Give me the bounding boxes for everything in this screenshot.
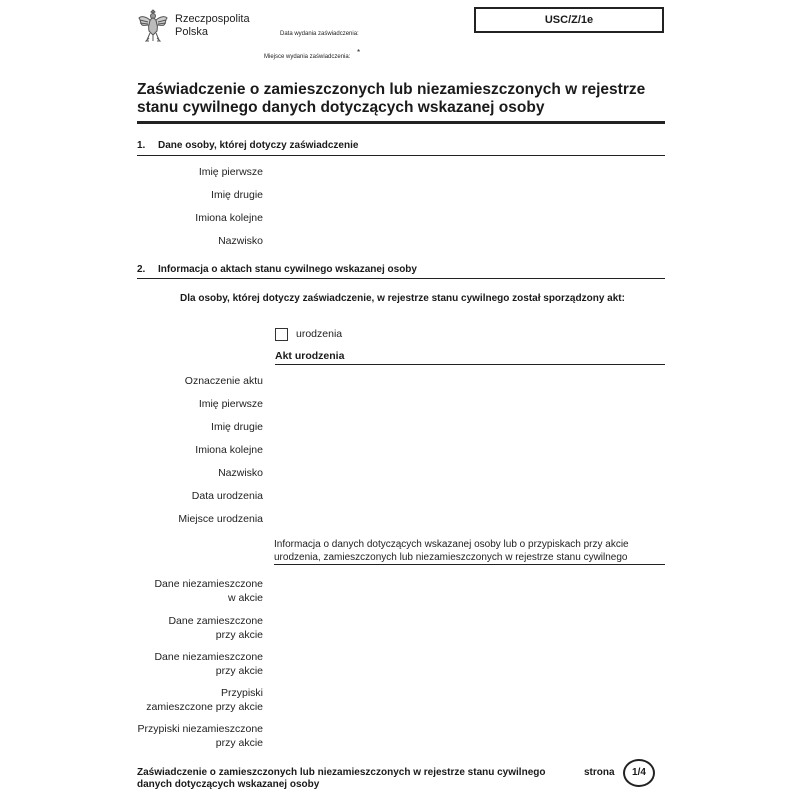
field-label-line: Dane zamieszczone	[168, 615, 263, 627]
field-label-line: Przypiski niezamieszczone	[137, 723, 263, 735]
field-label-line: w akcie	[227, 592, 263, 604]
section-2-divider	[137, 278, 665, 279]
birth-act-divider	[275, 364, 665, 365]
field-label-act-second-name: Imię drugie	[211, 421, 263, 433]
polish-eagle-icon	[137, 7, 169, 43]
issue-date-label: Data wydania zaświadczenia:	[280, 31, 359, 37]
field-label-line: Przypiski	[220, 687, 263, 699]
document-title: Zaświadczenie o zamieszczonych lub niezamieszczonych w rejestrze stanu cywilnego danych dotyczących wskazanej osoby	[137, 81, 646, 116]
field-label-line: przy akcie	[215, 737, 263, 749]
issuer-name-line1: Rzeczpospolita	[175, 13, 250, 25]
issue-place-label: Miejsce wydania zaświadczenia:	[264, 54, 351, 60]
field-label-act-surname: Nazwisko	[218, 467, 263, 479]
section-1-number: 1.	[137, 140, 146, 151]
field-label-annotations-added	[146, 686, 263, 714]
field-label-act-other-names: Imiona kolejne	[195, 444, 263, 456]
section-1-heading	[137, 140, 358, 151]
field-label-act-id: Oznaczenie aktu	[184, 375, 263, 387]
birth-act-checkbox[interactable]	[275, 328, 288, 341]
issue-place-marker: *	[357, 48, 361, 57]
field-label-line: zamieszczone przy akcie	[146, 701, 263, 713]
field-label-act-first-name: Imię pierwsze	[198, 398, 263, 410]
title-divider	[137, 121, 665, 124]
birth-act-subheading: Akt urodzenia	[275, 350, 345, 362]
section-1-title: Dane osoby, której dotyczy zaświadczenie	[158, 140, 359, 151]
form-code-box: USC/Z/1e	[474, 7, 664, 33]
field-label-birth-date: Data urodzenia	[191, 490, 263, 502]
field-label-data-added-at-act	[168, 614, 263, 642]
issuer-name-line2: Polska	[175, 26, 209, 38]
field-label-annotations-not-added	[138, 722, 263, 750]
section-2-intro: Dla osoby, której dotyczy zaświadczenie, w rejestrze stanu cywilnego został sporządzony akt:	[180, 293, 625, 304]
issuer-name	[175, 13, 250, 39]
footer-title: Zaświadczenie o zamieszczonych lub niezamieszczonych w rejestrze stanu cywilnego danych dotyczących wskazanej osoby	[137, 767, 546, 790]
field-label-data-not-added-at-act	[154, 650, 263, 678]
field-label-line: Dane niezamieszczone	[154, 578, 263, 590]
field-label-line: Dane niezamieszczone	[154, 651, 263, 663]
field-label-line: przy akcie	[215, 629, 263, 641]
birth-act-checkbox-label: urodzenia	[296, 328, 343, 340]
info-description: Informacja o danych dotyczących wskazanej osoby lub o przypiskach przy akcie urodzenia, zamieszczonych lub niezamieszczonych w rejestrze stanu cywilnego	[274, 539, 629, 563]
section-2-heading	[137, 264, 417, 275]
field-label-birth-place: Miejsce urodzenia	[178, 513, 263, 525]
field-label-data-not-in-act	[154, 577, 263, 605]
section-1-divider	[137, 155, 665, 156]
page-label: strona	[584, 767, 615, 778]
field-label-second-name: Imię drugie	[211, 189, 263, 201]
field-label-line: przy akcie	[215, 665, 263, 677]
section-2-title: Informacja o aktach stanu cywilnego wskazanej osoby	[158, 264, 417, 275]
info-divider	[274, 564, 665, 565]
section-2-number: 2.	[137, 264, 146, 275]
page-number-badge: 1/4	[623, 759, 655, 787]
field-label-surname: Nazwisko	[218, 235, 263, 247]
field-label-other-names: Imiona kolejne	[195, 212, 263, 224]
field-label-first-name: Imię pierwsze	[198, 166, 263, 178]
